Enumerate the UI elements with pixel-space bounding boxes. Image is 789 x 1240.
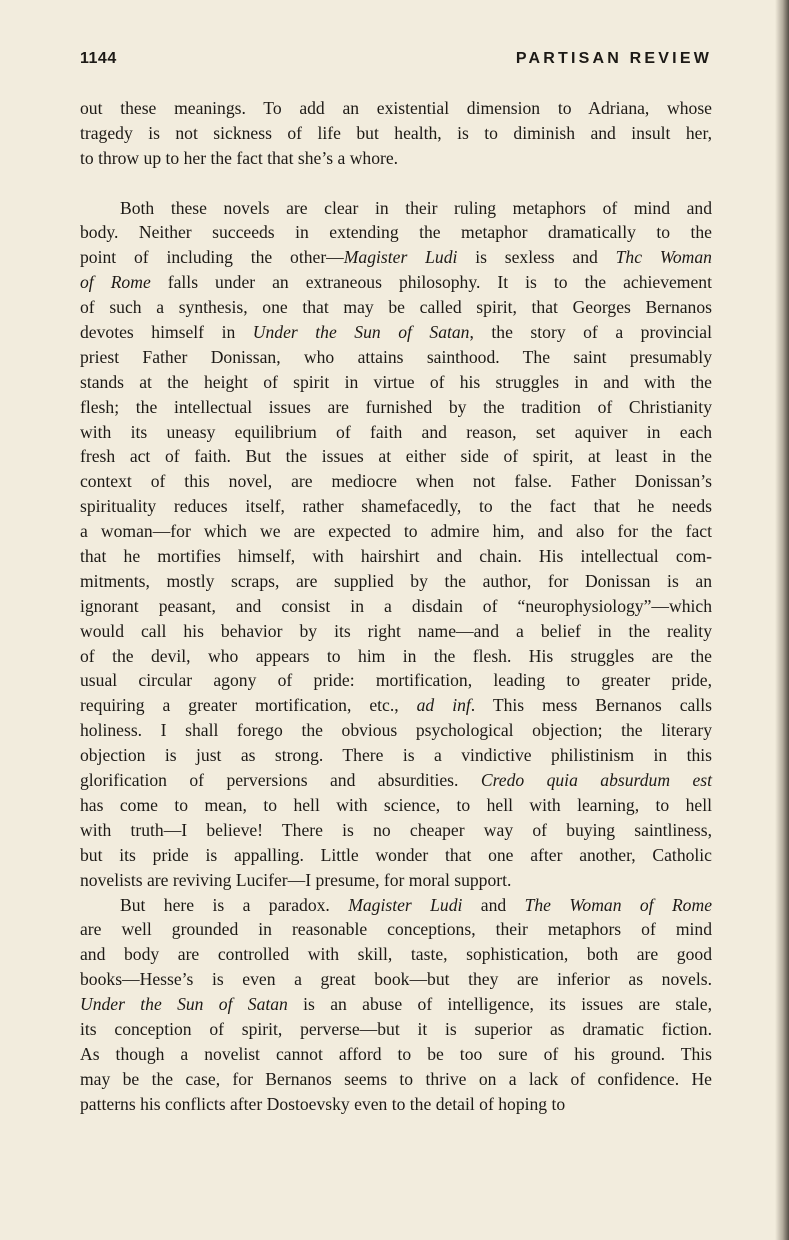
text-line: As though a novelist cannot afford to be too sure of his ground. This [80, 1043, 712, 1064]
text-line: that he mortifies himself, with hairshirt and chain. His intellectual com- [80, 546, 712, 567]
text-line: stands at the height of spirit in virtue of his struggles in and with the [80, 371, 712, 392]
text-line: priest Father Donissan, who attains sainthood. The saint presumably [80, 346, 712, 367]
text-line: mitments, mostly scraps, are supplied by the author, for Donissan is an [80, 570, 712, 591]
paragraph [80, 96, 712, 171]
text-line: context of this novel, are mediocre when not false. Father Donissan’s [80, 471, 712, 492]
page-edge-shadow [775, 0, 789, 1240]
paragraph-gap [80, 171, 712, 196]
text-line: fresh act of faith. But the issues at either side of spirit, at least in the [80, 446, 712, 467]
text-line: usual circular agony of pride: mortification, leading to greater pride, [80, 670, 712, 691]
text-line: would call his behavior by its right name—and a belief in the reality [80, 620, 712, 641]
running-head: PARTISAN REVIEW [515, 50, 712, 67]
text-line: tragedy is not sickness of life but health, is to diminish and insult her, [80, 122, 712, 143]
paragraph [80, 893, 712, 1117]
text-line: point of including the other—Magister Ludi is sexless and Thc Woman [80, 247, 712, 268]
text-line: out these meanings. To add an existential dimension to Adriana, whose [80, 98, 712, 118]
text-line: books—Hesse’s is even a great book—but they are inferior as novels. [80, 969, 712, 990]
page-header [80, 50, 712, 78]
text-line: ignorant peasant, and consist in a disdain of “neurophysiology”—which [80, 595, 712, 616]
text-line: devotes himself in Under the Sun of Satan, the story of a provincial [80, 322, 712, 343]
text-line: has come to mean, to hell with science, to hell with learning, to hell [80, 794, 712, 815]
text-line: of Rome falls under an extraneous philosophy. It is to the achievement [80, 272, 712, 293]
text-line: Under the Sun of Satan is an abuse of intelligence, its issues are stale, [80, 994, 712, 1015]
text-line: body. Neither succeeds in extending the metaphor dramatically to the [80, 222, 712, 243]
text-line: novelists are reviving Lucifer—I presume, for moral support. [80, 869, 512, 890]
article-body [80, 96, 712, 1117]
text-line: patterns his conflicts after Dostoevsky even to the detail of hoping to [80, 1093, 566, 1114]
text-line: are well grounded in reasonable conceptions, their metaphors of mind [80, 919, 712, 940]
text-line: holiness. I shall forego the obvious psychological objection; the literary [80, 720, 712, 741]
text-line: but its pride is appalling. Little wonder that one after another, Catholic [80, 844, 712, 865]
text-line: objection is just as strong. There is a vindictive philistinism in this [80, 745, 712, 766]
text-line: its conception of spirit, perverse—but it is superior as dramatic fiction. [80, 1018, 712, 1039]
text-line: with truth—I believe! There is no cheaper way of buying saintliness, [80, 819, 712, 840]
text-line: Both these novels are clear in their ruling metaphors of mind and [120, 197, 712, 218]
text-line: flesh; the intellectual issues are furnished by the tradition of Christianity [80, 396, 712, 417]
text-line: of such a synthesis, one that may be called spirit, that Georges Bernanos [80, 297, 712, 318]
text-line: a woman—for which we are expected to admire him, and also for the fact [80, 521, 712, 542]
paragraph [80, 196, 712, 893]
text-line: But here is a paradox. Magister Ludi and The Woman of Rome [120, 894, 712, 915]
text-line: with its uneasy equilibrium of faith and reason, set aquiver in each [80, 421, 712, 442]
text-line: may be the case, for Bernanos seems to thrive on a lack of confidence. He [80, 1068, 712, 1089]
page-number: 1144 [80, 50, 117, 67]
text-line: spirituality reduces itself, rather shamefacedly, to the fact that he needs [80, 496, 712, 517]
text-line: glorification of perversions and absurdities. Credo quia absurdum est [80, 770, 712, 791]
text-line: of the devil, who appears to him in the flesh. His struggles are the [80, 645, 712, 666]
text-line: and body are controlled with skill, taste, sophistication, both are good [80, 944, 712, 965]
text-line: requiring a greater mortification, etc., ad inf. This mess Bernanos calls [80, 695, 712, 716]
text-line: to throw up to her the fact that she’s a whore. [80, 147, 399, 168]
